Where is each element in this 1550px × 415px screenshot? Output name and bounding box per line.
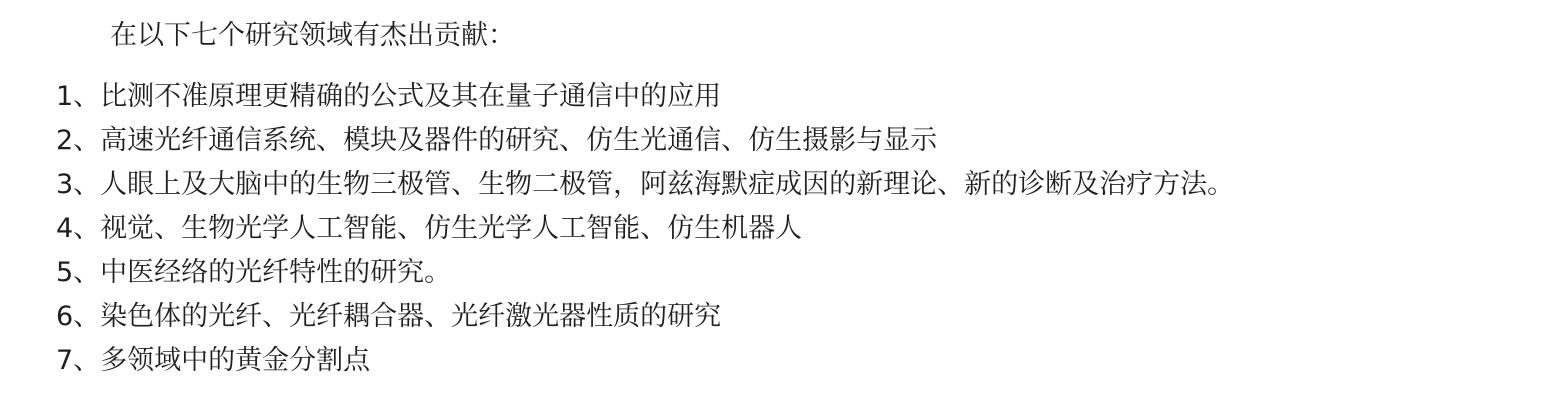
list-item: 1、比测不准原理更精确的公式及其在量子通信中的应用 [56, 81, 722, 112]
list-item: 7、多领域中的黄金分割点 [56, 345, 371, 376]
intro-text: 在以下七个研究领域有杰出贡献： [110, 20, 515, 51]
research-list [56, 76, 1234, 384]
list-item: 6、染色体的光纤、光纤耦合器、光纤激光器性质的研究 [56, 301, 722, 332]
list-item: 5、中医经络的光纤特性的研究。 [56, 257, 452, 288]
list-item: 2、高速光纤通信系统、模块及器件的研究、仿生光通信、仿生摄影与显示 [56, 125, 938, 156]
list-item: 3、人眼上及大脑中的生物三极管、生物二极管，阿兹海默症成因的新理论、新的诊断及治疗方法。 [56, 169, 1235, 200]
list-item: 4、视觉、生物光学人工智能、仿生光学人工智能、仿生机器人 [56, 213, 803, 244]
